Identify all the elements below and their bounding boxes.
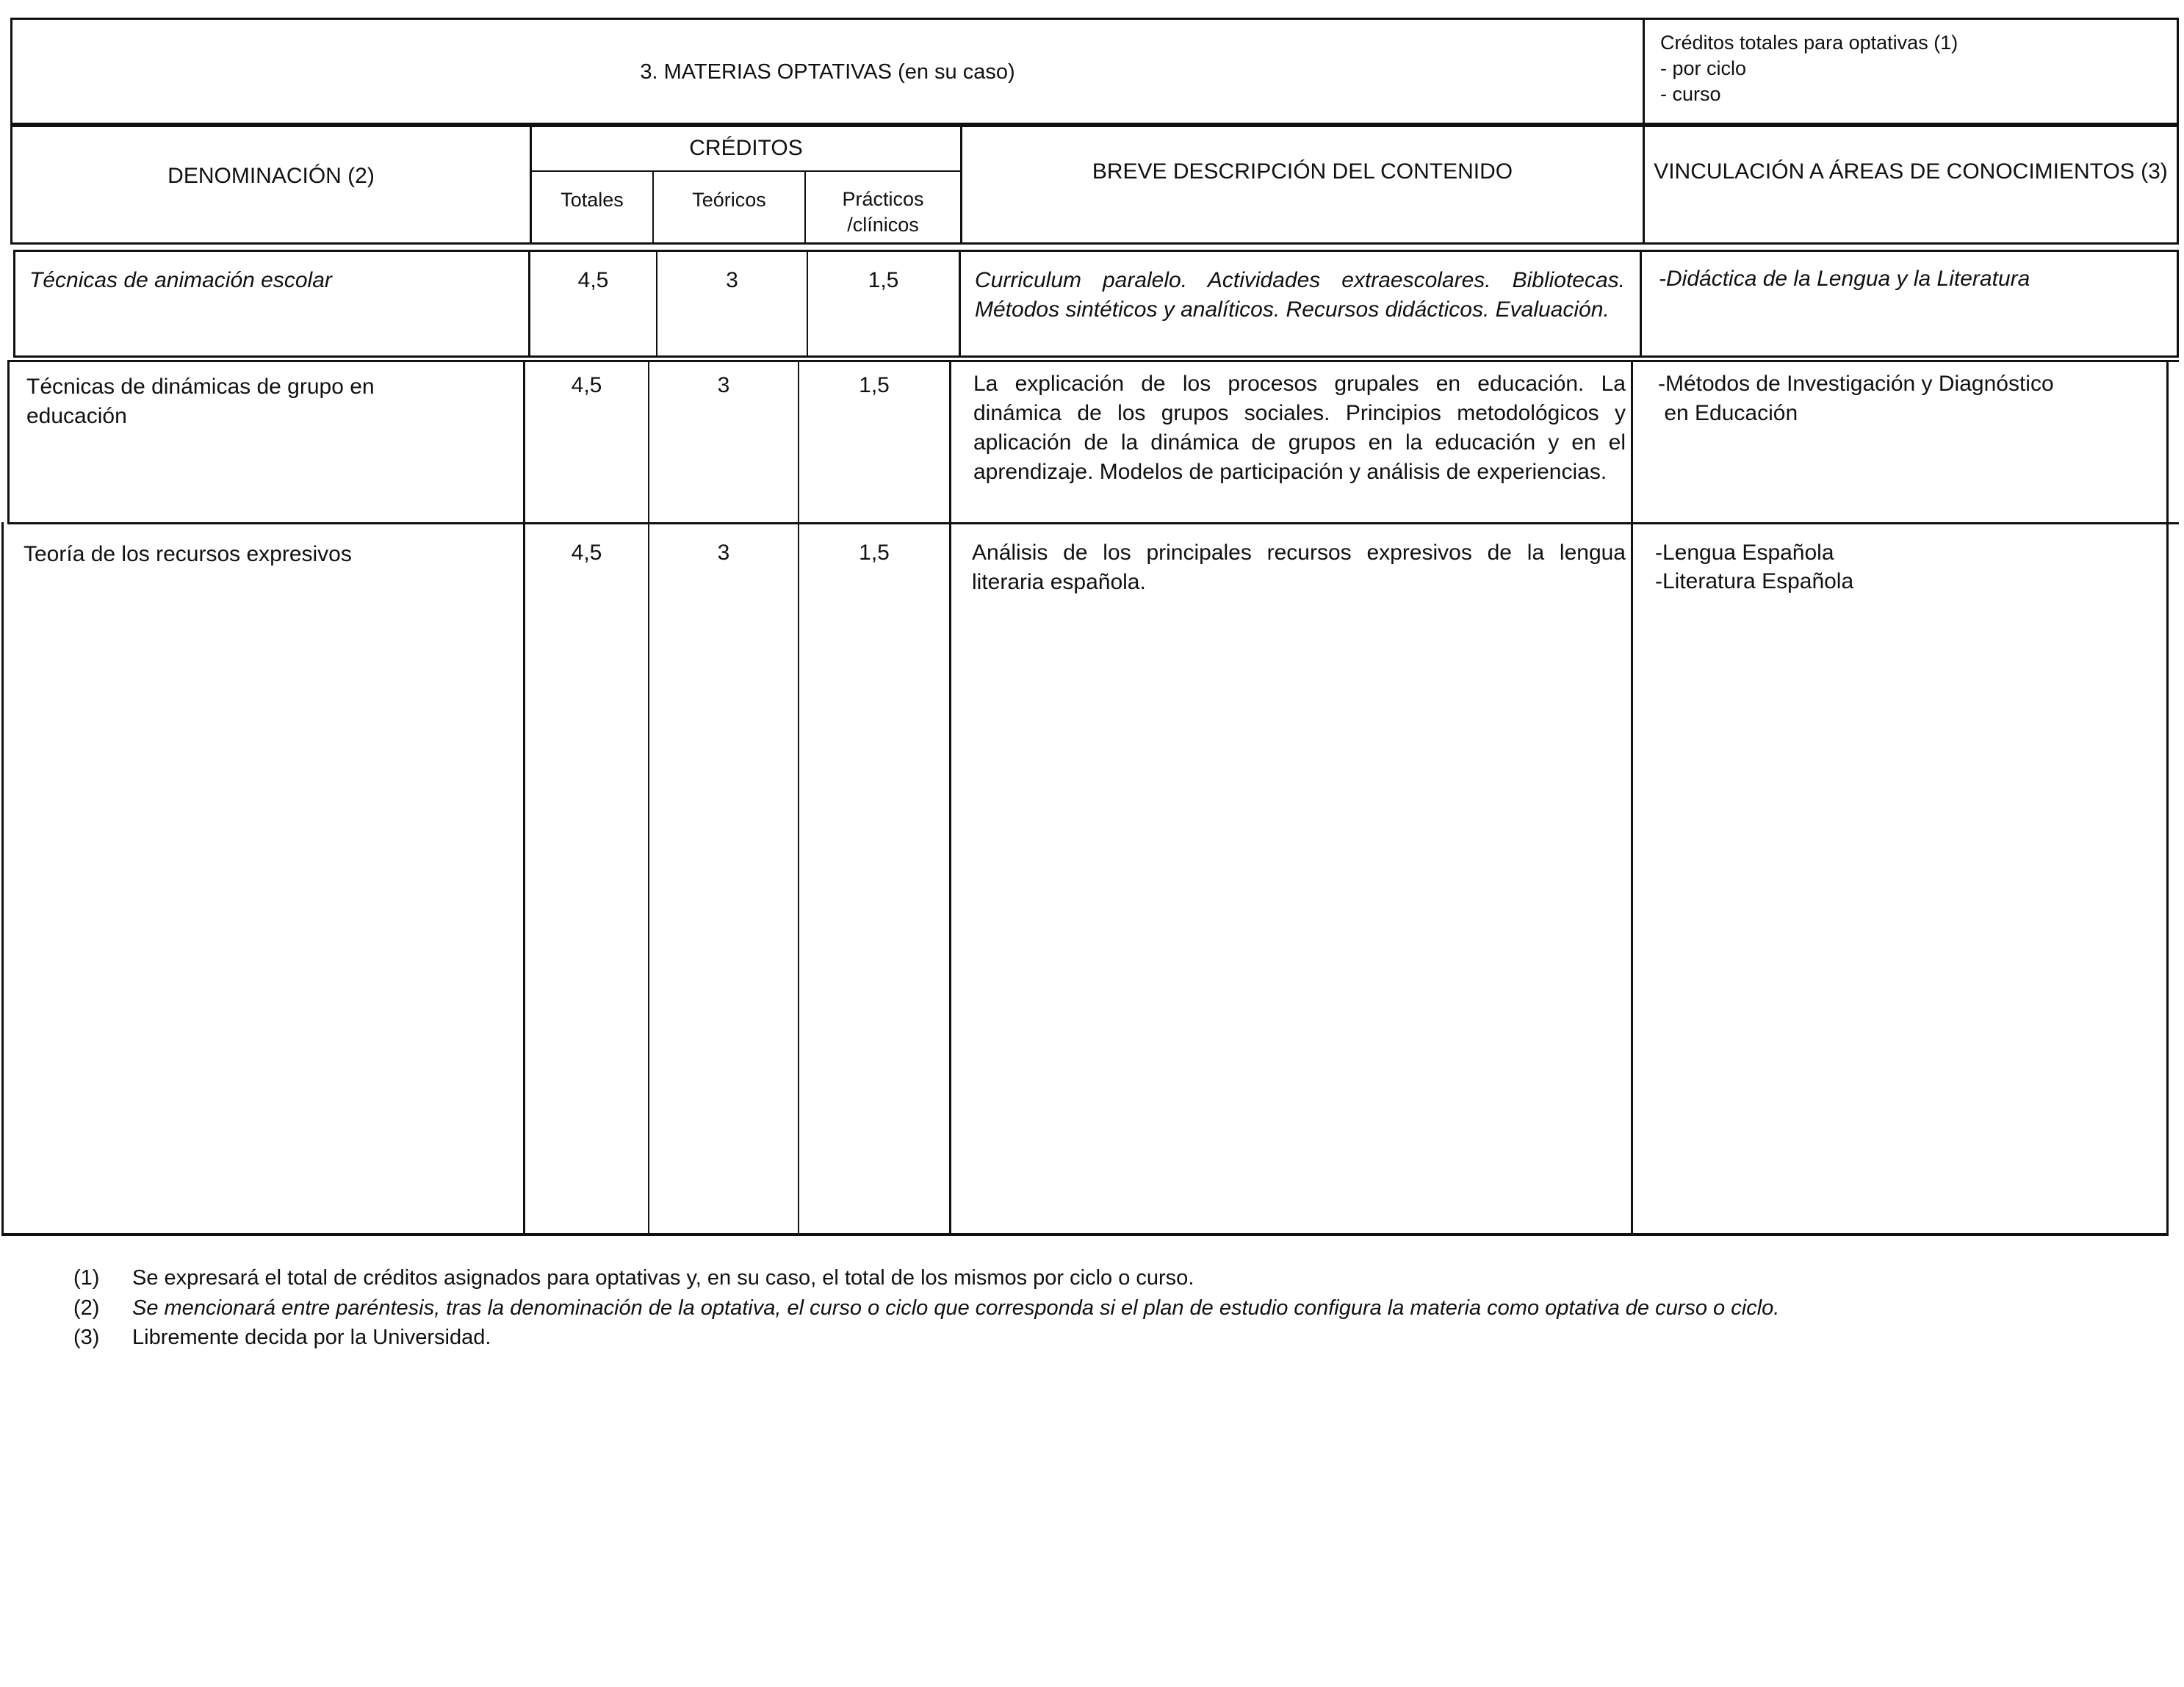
credits-note-title: Créditos totales para optativas (1)	[1660, 32, 1958, 54]
row2-description: La explicación de los procesos grupales en educación. La dinámica de los grupos sociales. Principios metodológicos y aplicación de la dinámica de grupos en la educación y en el aprendizaje. Modelos de participación y análisis de experiencias.	[973, 372, 1626, 484]
footnote-3-number: (3)	[73, 1326, 100, 1349]
footnote-1-number: (1)	[73, 1266, 100, 1290]
row1-name: Técnicas de animación escolar	[29, 268, 332, 292]
row3-totales: 4,5	[571, 541, 602, 565]
credits-note-per-course: - curso	[1660, 83, 1721, 105]
header-descripcion: BREVE DESCRIPCIÓN DEL CONTENIDO	[1092, 159, 1513, 184]
row1-description: Curriculum paralelo. Actividades extraescolares. Bibliotecas. Métodos sintéticos y analíticos. Recursos didácticos. Evaluación.	[975, 268, 1625, 322]
footnote-2-number: (2)	[73, 1296, 100, 1320]
row2-practicos: 1,5	[859, 373, 890, 397]
header-totales: Totales	[561, 189, 624, 211]
footnote-2-text: Se mencionará entre paréntesis, tras la denominación de la optativa, el curso o ciclo que corresponda si el plan de estudio configura la materia como optativa de curso o ciclo.	[132, 1296, 1780, 1320]
row3-practicos: 1,5	[859, 541, 890, 565]
row3-description: Análisis de los principales recursos expresivos de la lengua literaria española.	[972, 541, 1626, 594]
footnote-3-text: Libremente decida por la Universidad.	[132, 1326, 491, 1349]
row2-name-line2: educación	[26, 404, 127, 428]
row2-name-line1: Técnicas de dinámicas de grupo en	[26, 375, 375, 399]
row1-totales: 4,5	[577, 268, 609, 292]
row2-totales: 4,5	[571, 373, 602, 397]
row2-area-line2: en Educación	[1658, 401, 1798, 425]
credits-note-per-cycle: - por ciclo	[1660, 57, 1747, 79]
header-denominacion: DENOMINACIÓN (2)	[167, 164, 375, 188]
row3-area-line2: -Literatura Española	[1655, 569, 1854, 593]
header-practicos: Prácticos	[842, 188, 924, 210]
row1-area: -Didáctica de la Lengua y la Literatura	[1659, 267, 2030, 291]
row2-teoricos: 3	[717, 373, 730, 397]
header-teoricos: Teóricos	[692, 189, 766, 211]
row3-teoricos: 3	[717, 541, 730, 565]
row3-area-line1: -Lengua Española	[1655, 541, 1834, 565]
row1-practicos: 1,5	[868, 268, 899, 292]
section-title: 3. MATERIAS OPTATIVAS (en su caso)	[640, 60, 1015, 84]
header-creditos: CRÉDITOS	[689, 136, 803, 160]
header-clinicos: /clínicos	[847, 214, 919, 236]
row3-name: Teoría de los recursos expresivos	[24, 542, 352, 566]
row1-teoricos: 3	[726, 268, 738, 292]
header-vinculacion: VINCULACIÓN A ÁREAS DE CONOCIMIENTOS (3)	[1654, 159, 2168, 184]
footnote-1-text: Se expresará el total de créditos asignados para optativas y, en su caso, el total de los mismos por ciclo o curso.	[132, 1266, 1194, 1290]
row2-area-line1: -Métodos de Investigación y Diagnóstico	[1658, 372, 2054, 396]
